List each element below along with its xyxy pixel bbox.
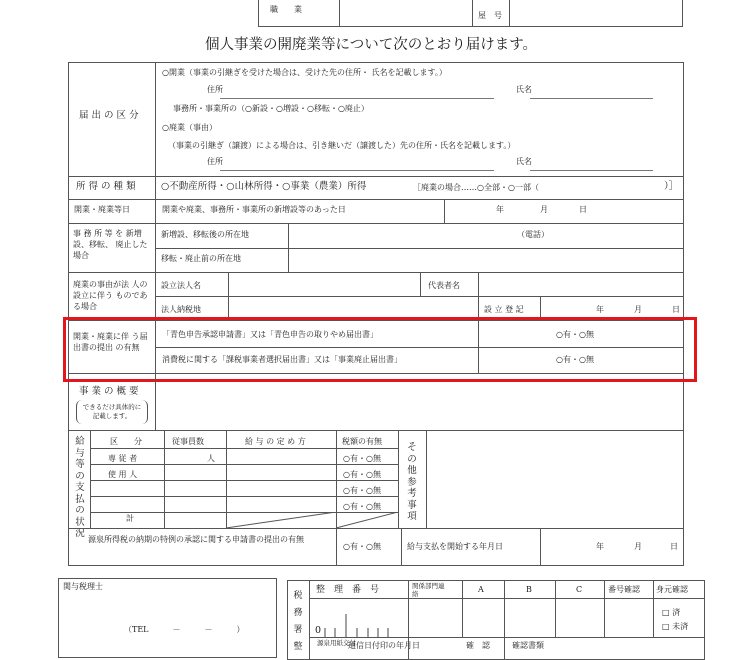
new-location-label: 新増設、移転後の所在地: [161, 230, 249, 239]
highlight-box: [63, 317, 697, 382]
office-row-label: 事 務 所 等 を 新増設、移転、 廃止した場合: [73, 229, 148, 260]
reg-month: 月: [634, 305, 642, 314]
comm-date-label: 通信日付印の年月日: [348, 641, 420, 650]
ou-col-6: [653, 580, 654, 637]
haigyo-name-label: 氏名: [516, 157, 532, 166]
confirm-label: 確 認: [466, 641, 490, 650]
wages-col4: [398, 430, 399, 528]
withholding-yesno[interactable]: ○有・○無: [343, 542, 381, 551]
wages-hrow-3: [90, 480, 398, 481]
rep-name-label: 代表者名: [428, 281, 460, 290]
withholding-div-3: [540, 528, 541, 566]
ou-col-2: [462, 580, 463, 637]
ou-col-5: [604, 580, 605, 637]
withholding-div-1: [336, 528, 337, 566]
col-a: A: [478, 585, 484, 594]
row-divider-7: [68, 430, 684, 431]
col-method: 給 与 の 定 め 方: [245, 437, 306, 446]
ou-col-3: [504, 580, 505, 660]
shop-name-label: 屋 号: [478, 11, 502, 20]
summary-divider: [155, 373, 156, 430]
identity-check-label: 身元確認: [656, 585, 688, 594]
occupation-label: 職 業: [270, 5, 302, 14]
tax-yesno-4[interactable]: ○有・○無: [343, 502, 381, 511]
phone-label: （電話）: [517, 230, 549, 239]
date-day: 日: [579, 205, 587, 214]
row-divider-3: [68, 223, 684, 224]
accountant-label: 関与税理士: [63, 582, 103, 591]
consumption-tax-yesno[interactable]: ○有・○無: [556, 355, 594, 364]
accountant-tel: （TEL － － ）: [124, 625, 245, 634]
kaigyo-name-line: [530, 98, 653, 99]
ou-col-4: [555, 580, 556, 637]
ou-row-1: [309, 598, 705, 599]
date-divider: [444, 199, 445, 223]
summary-label: 事 業 の 概 要: [79, 386, 139, 397]
number-check-label: 番号確認: [608, 585, 640, 594]
tax-yesno-3[interactable]: ○有・○無: [343, 486, 381, 495]
office-mid-line: [155, 248, 684, 249]
haigyo-note: （事業の引継ぎ（譲渡）による場合は、引き継いだ（譲渡した）先の住所・氏名を記載します。）: [168, 141, 516, 150]
reg-day: 日: [672, 305, 680, 314]
reg-year: 年: [596, 305, 604, 314]
filing-row-label: 開業・廃業に伴 う届出書の提出 の有無: [73, 332, 148, 352]
blue-return-text: 「青色申告承認申請書」又は「青色申告の取りやめ届出書」: [162, 330, 378, 339]
income-type-options[interactable]: ○不動産所得・○山林所得・○事業（農業）所得: [161, 181, 367, 192]
wages-side-divider: [90, 430, 91, 528]
ref-number-ticks: [322, 614, 402, 637]
wages-hrow-4: [90, 496, 398, 497]
row-family-worker: 専 従 者: [108, 454, 138, 463]
income-type-close: ）］: [664, 181, 679, 192]
top-name-box: [339, 0, 473, 27]
date-text: 開業や廃業、事務所・事業所の新増設等のあった日: [162, 205, 346, 214]
wages-col5: [426, 430, 427, 528]
corp-name-label: 設立法人名: [161, 281, 201, 290]
registration-label: 設 立 登 記: [484, 305, 524, 314]
kaigyo-address-label: 住所: [207, 85, 223, 94]
wages-side-label: 給与等の支払の状況: [75, 436, 85, 539]
tax-yesno-1[interactable]: ○有・○無: [343, 454, 381, 463]
row-divider-8: [68, 528, 684, 529]
wages-hrow-1: [90, 448, 398, 449]
date-year: 年: [496, 205, 504, 214]
wages-hrow-2: [90, 464, 398, 465]
confirm-docs-label: 確認書類: [512, 641, 544, 650]
notification-label: 届 出 の 区 分: [79, 110, 139, 121]
dept-contact-label: 関係部門連 絡: [412, 582, 458, 598]
wages-col1: [164, 430, 165, 528]
form-heading: 個人事業の開廃業等について次のとおり届けます。: [205, 37, 538, 53]
income-type-note: ［廃業の場合……○全部・○一部（: [413, 183, 539, 192]
row-family-unit: 人: [207, 454, 215, 463]
haigyo-option[interactable]: ○廃業（事由）: [162, 123, 217, 132]
old-location-label: 移転・廃止前の所在地: [161, 254, 241, 263]
col-b: B: [526, 585, 532, 594]
row-total: 計: [126, 514, 134, 523]
office-change-option[interactable]: 事務所・事業所の（○新設・○増設・○移転・○廃止）: [173, 104, 369, 113]
kaigyo-name-label: 氏名: [516, 85, 532, 94]
office-side-label: 税務署整: [293, 591, 303, 652]
consumption-tax-text: 消費税に関する「課税事業者選択届出書」又は「事業廃止届出書」: [162, 355, 402, 364]
id-check-done[interactable]: □ 済: [662, 608, 681, 617]
tax-place-label: 法人納税地: [161, 305, 201, 314]
top-shopname-value: [509, 0, 683, 27]
ref-number-label: 整 理 番 号: [316, 585, 380, 595]
wage-start-day: 日: [670, 542, 678, 551]
withholding-label: 源泉所得税の納期の特例の承認に関する申請書の提出の有無: [88, 535, 304, 544]
ou-col-side: [309, 580, 310, 660]
haigyo-address-label: 住所: [207, 157, 223, 166]
date-month: 月: [540, 205, 548, 214]
summary-note: できるだけ具体的に記載します。: [82, 403, 142, 420]
blue-return-yesno[interactable]: ○有・○無: [556, 330, 594, 339]
wage-start-label: 給与支払を開始する年月日: [407, 542, 503, 551]
date-label: 開業・廃業等日: [74, 205, 130, 214]
id-check-not-done[interactable]: □ 未済: [662, 622, 689, 631]
col-kubun: 区 分: [110, 437, 142, 446]
row-employee: 使 用 人: [108, 470, 138, 479]
tax-yesno-2[interactable]: ○有・○無: [343, 470, 381, 479]
wage-start-year: 年: [596, 542, 604, 551]
other-notes-label: その他参考事項: [407, 442, 417, 522]
corp-mid-line: [155, 296, 684, 297]
withholding-paper-label: 源泉用紙交付: [317, 639, 356, 647]
corp-divider-2: [420, 272, 421, 296]
total-diagonal: [226, 512, 398, 528]
corp-row-label: 廃業の事由が法 人の設立に伴う ものである場合: [73, 280, 148, 311]
kaigyo-address-line: [220, 98, 494, 99]
col-c: C: [576, 585, 583, 594]
income-type-label: 所 得 の 種 類: [76, 181, 136, 192]
wage-start-month: 月: [634, 542, 642, 551]
ou-row-2: [309, 637, 705, 638]
col-tax: 税額の有無: [342, 437, 382, 446]
ref-number-prefix: 0: [315, 625, 322, 636]
withholding-div-2: [401, 528, 402, 566]
kaigyo-option[interactable]: ○開業（事業の引継ぎを受けた場合は、受けた先の住所・ 氏名を記載します。）: [162, 68, 447, 77]
col-count: 従事員数: [172, 437, 204, 446]
row-divider-4: [68, 272, 684, 273]
row-divider-2: [68, 199, 684, 200]
row-divider-1: [68, 176, 684, 177]
haigyo-name-line: [530, 170, 653, 171]
haigyo-address-line: [220, 170, 494, 171]
